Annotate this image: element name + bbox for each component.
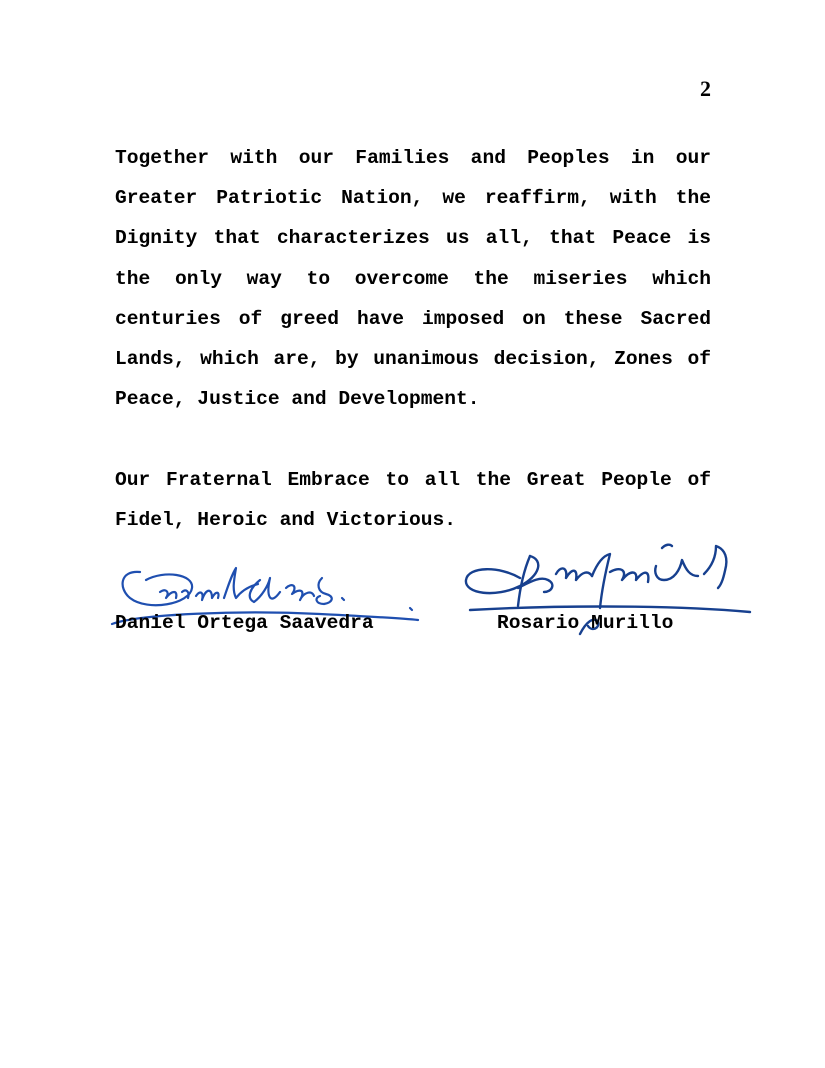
letter-body [115, 138, 711, 540]
signer-name-left: Daniel Ortega Saavedra [115, 612, 374, 634]
page-number: 2 [700, 76, 711, 101]
signature-block [0, 520, 825, 650]
paragraph-main: Together with our Families and Peoples in our Greater Patriotic Nation, we reaffirm, with the Dignity that characterizes us all, that Peace is the only way to overcome the miseries which centuries of greed have imposed on these Sacred Lands, which are, by unanimous decision, Zones of Peace, Justice and Development. [115, 147, 711, 411]
paragraph-closing: Our Fraternal Embrace to all the Great People of Fidel, Heroic and Victorious. [115, 468, 711, 531]
signer-name-right: Rosario Murillo [497, 612, 674, 634]
